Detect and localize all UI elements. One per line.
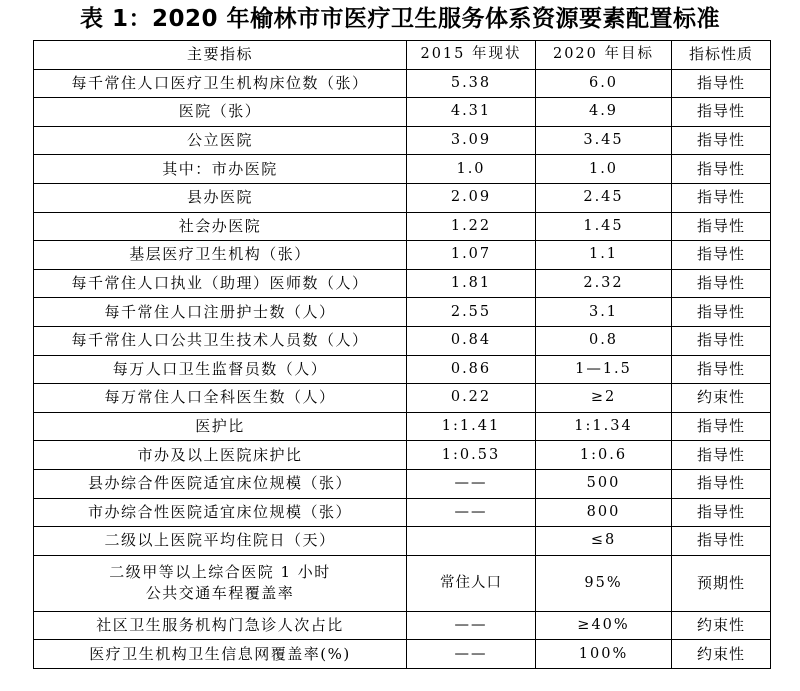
cell-nature: 指导性 — [672, 326, 771, 355]
cell-2015: 2.09 — [407, 183, 536, 212]
cell-2020: 2.45 — [536, 183, 672, 212]
cell-2015: 1:1.41 — [407, 412, 536, 441]
table-row — [34, 298, 771, 327]
cell-nature: 约束性 — [672, 611, 771, 640]
cell-2020: 95% — [536, 555, 672, 611]
cell-nature: 指导性 — [672, 498, 771, 527]
cell-nature: 指导性 — [672, 527, 771, 556]
cell-2020: 3.45 — [536, 126, 672, 155]
cell-2015: 4.31 — [407, 98, 536, 127]
cell-nature: 指导性 — [672, 469, 771, 498]
table-row — [34, 384, 771, 413]
table-title: 表 1：2020 年榆林市市医疗卫生服务体系资源要素配置标准 — [79, 6, 721, 32]
cell-2015: —— — [407, 611, 536, 640]
table-row — [34, 527, 771, 556]
table-row — [34, 498, 771, 527]
cell-indicator: 每千常住人口公共卫生技术人员数（人） — [34, 326, 407, 355]
cell-2020: 1.1 — [536, 241, 672, 270]
cell-indicator: 县办医院 — [34, 183, 407, 212]
cell-2015: 0.84 — [407, 326, 536, 355]
cell-indicator: 每千常住人口医疗卫生机构床位数（张） — [34, 69, 407, 98]
cell-2015: 1.0 — [407, 155, 536, 184]
cell-indicator: 医护比 — [34, 412, 407, 441]
cell-2015: 1:0.53 — [407, 441, 536, 470]
table-row — [34, 183, 771, 212]
table-row — [34, 555, 771, 611]
table-row — [34, 469, 771, 498]
table-row — [34, 155, 771, 184]
cell-2020: 1:0.6 — [536, 441, 672, 470]
cell-2015 — [407, 527, 536, 556]
cell-2020: 1—1.5 — [536, 355, 672, 384]
cell-nature: 约束性 — [672, 384, 771, 413]
cell-2020: 2.32 — [536, 269, 672, 298]
cell-indicator: 市办综合性医院适宜床位规模（张） — [34, 498, 407, 527]
cell-2020: 800 — [536, 498, 672, 527]
table-row — [34, 98, 771, 127]
resource-allocation-table — [33, 40, 771, 669]
header-indicator: 主要指标 — [34, 41, 407, 70]
cell-indicator: 公立医院 — [34, 126, 407, 155]
cell-nature: 预期性 — [672, 555, 771, 611]
cell-2015: 0.22 — [407, 384, 536, 413]
cell-2020: 500 — [536, 469, 672, 498]
cell-indicator: 市办及以上医院床护比 — [34, 441, 407, 470]
cell-nature: 指导性 — [672, 355, 771, 384]
table-row — [34, 640, 771, 669]
cell-indicator: 社区卫生服务机构门急诊人次占比 — [34, 611, 407, 640]
cell-2020: ≥2 — [536, 384, 672, 413]
table-row — [34, 441, 771, 470]
cell-2020: 100% — [536, 640, 672, 669]
cell-nature: 指导性 — [672, 98, 771, 127]
table-row — [34, 269, 771, 298]
cell-nature: 指导性 — [672, 269, 771, 298]
cell-nature: 指导性 — [672, 298, 771, 327]
cell-2015: 常住人口 — [407, 555, 536, 611]
table-row — [34, 69, 771, 98]
cell-indicator: 县办综合件医院适宜床位规模（张） — [34, 469, 407, 498]
cell-indicator: 医院（张） — [34, 98, 407, 127]
table-row — [34, 611, 771, 640]
cell-indicator: 二级甲等以上综合医院 1 小时公共交通车程覆盖率 — [34, 555, 407, 611]
cell-2020: 4.9 — [536, 98, 672, 127]
cell-2015: 1.07 — [407, 241, 536, 270]
table-row — [34, 326, 771, 355]
cell-indicator: 医疗卫生机构卫生信息网覆盖率(%) — [34, 640, 407, 669]
cell-nature: 指导性 — [672, 183, 771, 212]
cell-2020: ≥40% — [536, 611, 672, 640]
cell-indicator: 每千常住人口注册护士数（人） — [34, 298, 407, 327]
cell-2015: —— — [407, 640, 536, 669]
table-row — [34, 355, 771, 384]
cell-2020: 6.0 — [536, 69, 672, 98]
cell-indicator: 每千常住人口执业（助理）医师数（人） — [34, 269, 407, 298]
header-nature: 指标性质 — [672, 41, 771, 70]
cell-nature: 指导性 — [672, 212, 771, 241]
cell-2015: 1.22 — [407, 212, 536, 241]
cell-2015: —— — [407, 498, 536, 527]
table-row — [34, 126, 771, 155]
cell-2015: 1.81 — [407, 269, 536, 298]
cell-2015: 3.09 — [407, 126, 536, 155]
cell-indicator: 二级以上医院平均住院日（天） — [34, 527, 407, 556]
cell-2015: 5.38 — [407, 69, 536, 98]
cell-nature: 指导性 — [672, 241, 771, 270]
cell-nature: 指导性 — [672, 126, 771, 155]
cell-2020: ≤8 — [536, 527, 672, 556]
cell-2020: 1:1.34 — [536, 412, 672, 441]
cell-nature: 约束性 — [672, 640, 771, 669]
cell-indicator: 每万人口卫生监督员数（人） — [34, 355, 407, 384]
header-2015-status: 2015 年现状 — [407, 41, 536, 70]
cell-nature: 指导性 — [672, 441, 771, 470]
cell-2020: 1.45 — [536, 212, 672, 241]
cell-2020: 1.0 — [536, 155, 672, 184]
cell-nature: 指导性 — [672, 155, 771, 184]
cell-indicator: 基层医疗卫生机构（张） — [34, 241, 407, 270]
cell-indicator: 每万常住人口全科医生数（人） — [34, 384, 407, 413]
table-header-row — [34, 41, 771, 70]
cell-2015: 2.55 — [407, 298, 536, 327]
table-row — [34, 241, 771, 270]
cell-nature: 指导性 — [672, 69, 771, 98]
header-2020-target: 2020 年目标 — [536, 41, 672, 70]
table-row — [34, 412, 771, 441]
cell-nature: 指导性 — [672, 412, 771, 441]
cell-2015: —— — [407, 469, 536, 498]
cell-indicator: 社会办医院 — [34, 212, 407, 241]
cell-indicator: 其中：市办医院 — [34, 155, 407, 184]
cell-2020: 0.8 — [536, 326, 672, 355]
table-row — [34, 212, 771, 241]
cell-2015: 0.86 — [407, 355, 536, 384]
cell-2020: 3.1 — [536, 298, 672, 327]
